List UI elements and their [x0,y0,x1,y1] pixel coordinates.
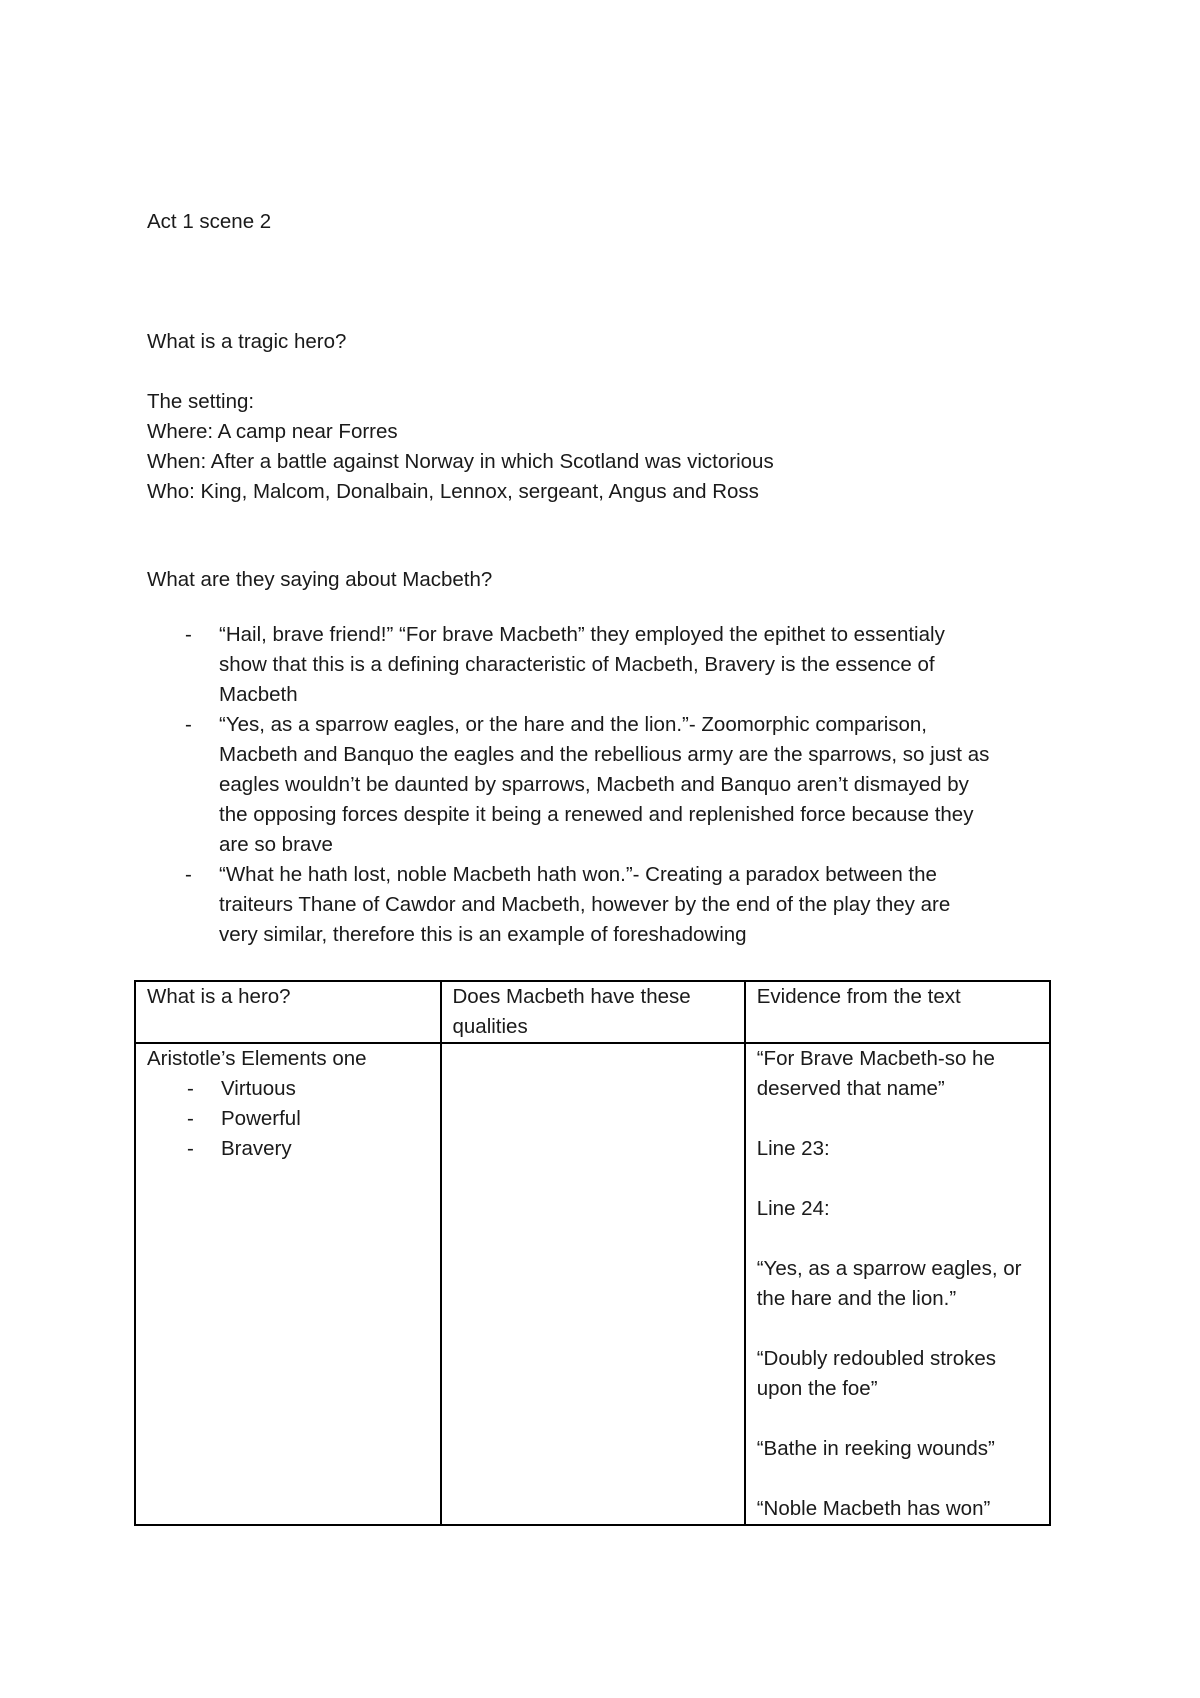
list-item [147,1104,430,1134]
cell-evidence [745,1043,1050,1525]
bullet-line: Macbeth and Banquo the eagles and the rebellious army are the sparrows, so just as [219,743,990,766]
evidence-line-24: Line 24: [756,1197,830,1220]
bullet-dash: - [185,623,192,646]
page-heading [147,207,1077,237]
evidence-line-23: Line 23: [756,1137,830,1160]
bullet-line: eagles wouldn’t be daunted by sparrows, Macbeth and Banquo aren’t dismayed by [219,773,969,796]
bullet-dash: - [185,713,192,736]
setting-section [147,387,1077,507]
heading-text: Act 1 scene 2 [147,210,272,233]
setting-when: When: After a battle against Norway in which Scotland was victorious [147,450,774,473]
evidence-quote: “Yes, as a sparrow eagles, or the hare and the lion.” [756,1257,1022,1310]
bullet-item [147,860,1077,950]
evidence-quote: “Noble Macbeth has won” [756,1497,991,1520]
cell-aristotle-elements [135,1043,441,1525]
element-dash: - [187,1137,194,1160]
elements-list [147,1074,430,1164]
bullet-line: show that this is a defining characteristic of Macbeth, Bravery is the essence of [219,653,935,676]
macbeth-question-text: What are they saying about Macbeth? [147,568,493,591]
question-heading [147,327,1077,357]
cell-macbeth-qualities [441,1043,745,1525]
table-row [135,1043,1050,1525]
list-item [147,1134,430,1164]
bullet-line: Macbeth [219,683,298,706]
question-text: What is a tragic hero? [147,330,347,353]
bullet-line: the opposing forces despite it being a renewed and replenished force because they [219,803,974,826]
element-dash: - [187,1077,194,1100]
setting-who: Who: King, Malcom, Donalbain, Lennox, sergeant, Angus and Ross [147,480,759,503]
header-what-is-hero: What is a hero? [135,981,441,1043]
table-header-row [135,981,1050,1043]
bullet-dash: - [185,863,192,886]
macbeth-question [147,565,1077,595]
evidence-quote: “Doubly redoubled strokes upon the foe” [756,1347,997,1400]
header-evidence: Evidence from the text [745,981,1050,1043]
bullet-line: traiteurs Thane of Cawdor and Macbeth, however by the end of the play they are [219,893,951,916]
element-powerful: Powerful [221,1107,301,1130]
element-dash: - [187,1107,194,1130]
list-item [147,1074,430,1104]
bullet-line: “What he hath lost, noble Macbeth hath won.”- Creating a paradox between the [219,863,937,886]
setting-label: The setting: [147,390,255,413]
analysis-bullet-list [147,620,1077,950]
elements-title: Aristotle’s Elements one [147,1047,367,1070]
header-macbeth-qualities: Does Macbeth have these qualities [441,981,745,1043]
element-virtuous: Virtuous [221,1077,296,1100]
element-bravery: Bravery [221,1137,292,1160]
bullet-item [147,710,1077,860]
bullet-line: are so brave [219,833,333,856]
bullet-line: “Yes, as a sparrow eagles, or the hare and the lion.”- Zoomorphic comparison, [219,713,927,736]
bullet-line: “Hail, brave friend!” “For brave Macbeth” they employed the epithet to essentialy [219,623,945,646]
bullet-line: very similar, therefore this is an example of foreshadowing [219,923,747,946]
hero-qualities-table [134,980,1051,1526]
setting-where: Where: A camp near Forres [147,420,398,443]
evidence-quote: “Bathe in reeking wounds” [756,1437,995,1460]
bullet-item [147,620,1077,710]
evidence-quote: “For Brave Macbeth-so he deserved that name” [756,1047,995,1100]
